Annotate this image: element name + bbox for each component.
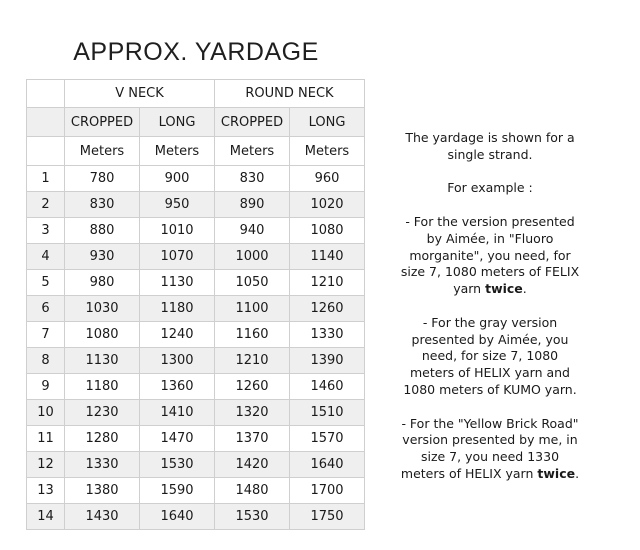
meters-cell: 1080 [290,218,365,244]
meters-cell: 930 [65,244,140,270]
notes-example-3-end: . [575,465,580,481]
notes-example-3-text: - For the "Yellow Brick Road" version presented by me, in size 7, you need 1330 meters of HELIX yarn [400,415,579,481]
notes-example-1-bold: twice [485,281,523,297]
header-unit: Meters [65,137,140,166]
meters-cell: 830 [215,166,290,192]
notes-example-label: For example : [447,180,533,196]
meters-cell: 1330 [290,322,365,348]
header-corner-cell [27,108,65,137]
meters-cell: 1510 [290,400,365,426]
table-row [27,400,365,426]
meters-cell: 1320 [215,400,290,426]
header-unit: Meters [215,137,290,166]
header-v-neck: V NECK [65,80,215,108]
size-cell: 2 [27,192,65,218]
size-cell: 7 [27,322,65,348]
meters-cell: 890 [215,192,290,218]
table-row [27,504,365,530]
size-cell: 13 [27,478,65,504]
meters-cell: 1140 [290,244,365,270]
size-cell: 10 [27,400,65,426]
header-cropped: CROPPED [65,108,140,137]
page-title: APPROX. YARDAGE [73,38,319,66]
meters-cell: 1640 [140,504,215,530]
table-row [27,322,365,348]
header-long: LONG [290,108,365,137]
table-row [27,348,365,374]
meters-cell: 1470 [140,426,215,452]
meters-cell: 900 [140,166,215,192]
yardage-table [26,79,365,530]
meters-cell: 980 [65,270,140,296]
meters-cell: 950 [140,192,215,218]
header-cropped: CROPPED [215,108,290,137]
table-row [27,478,365,504]
meters-cell: 1460 [290,374,365,400]
meters-cell: 1380 [65,478,140,504]
meters-cell: 1180 [65,374,140,400]
meters-cell: 1130 [65,348,140,374]
notes-example-1 [400,214,580,298]
meters-cell: 1570 [290,426,365,452]
notes-intro: The yardage is shown for a single strand. [405,130,575,162]
size-cell: 5 [27,270,65,296]
header-row-units [27,137,365,166]
meters-cell: 1080 [65,322,140,348]
size-cell: 6 [27,296,65,322]
header-row-lengths [27,108,365,137]
meters-cell: 1330 [65,452,140,478]
meters-cell: 1420 [215,452,290,478]
header-unit: Meters [140,137,215,166]
meters-cell: 1020 [290,192,365,218]
meters-cell: 1590 [140,478,215,504]
meters-cell: 1750 [290,504,365,530]
meters-cell: 1260 [215,374,290,400]
meters-cell: 960 [290,166,365,192]
table-row [27,296,365,322]
meters-cell: 1230 [65,400,140,426]
meters-cell: 1280 [65,426,140,452]
meters-cell: 1480 [215,478,290,504]
table-row [27,426,365,452]
notes-example-1-text: - For the version presented by Aimée, in "Fluoro morganite", you need, for size 7, 1080 meters of FELIX yarn [400,213,580,297]
table-row [27,166,365,192]
meters-cell: 940 [215,218,290,244]
meters-cell: 880 [65,218,140,244]
table-row [27,270,365,296]
meters-cell: 1430 [65,504,140,530]
header-corner-cell [27,80,65,108]
size-cell: 9 [27,374,65,400]
table-row [27,218,365,244]
meters-cell: 1210 [290,270,365,296]
meters-cell: 1240 [140,322,215,348]
size-cell: 4 [27,244,65,270]
meters-cell: 1180 [140,296,215,322]
header-long: LONG [140,108,215,137]
header-unit: Meters [290,137,365,166]
meters-cell: 1000 [215,244,290,270]
meters-cell: 780 [65,166,140,192]
meters-cell: 1530 [215,504,290,530]
header-row-groups [27,80,365,108]
meters-cell: 1390 [290,348,365,374]
meters-cell: 1210 [215,348,290,374]
table-row [27,452,365,478]
meters-cell: 1260 [290,296,365,322]
size-cell: 3 [27,218,65,244]
meters-cell: 1050 [215,270,290,296]
table-row [27,374,365,400]
size-cell: 14 [27,504,65,530]
size-cell: 11 [27,426,65,452]
header-corner-cell [27,137,65,166]
table-row [27,244,365,270]
size-cell: 1 [27,166,65,192]
meters-cell: 1160 [215,322,290,348]
notes-example-3 [400,416,580,483]
meters-cell: 1300 [140,348,215,374]
meters-cell: 1410 [140,400,215,426]
notes-example-1-end: . [522,281,527,297]
meters-cell: 1360 [140,374,215,400]
notes-example-3-bold: twice [537,465,576,481]
notes-example-2: - For the gray version presented by Aimée, you need, for size 7, 1080 meters of HELIX yarn and 1080 meters of KUMO yarn. [403,314,577,397]
meters-cell: 1130 [140,270,215,296]
table-row [27,192,365,218]
yardage-notes [400,130,580,500]
size-cell: 12 [27,452,65,478]
meters-cell: 830 [65,192,140,218]
meters-cell: 1530 [140,452,215,478]
meters-cell: 1700 [290,478,365,504]
meters-cell: 1640 [290,452,365,478]
header-round-neck: ROUND NECK [215,80,365,108]
meters-cell: 1030 [65,296,140,322]
meters-cell: 1010 [140,218,215,244]
size-cell: 8 [27,348,65,374]
meters-cell: 1070 [140,244,215,270]
meters-cell: 1100 [215,296,290,322]
meters-cell: 1370 [215,426,290,452]
